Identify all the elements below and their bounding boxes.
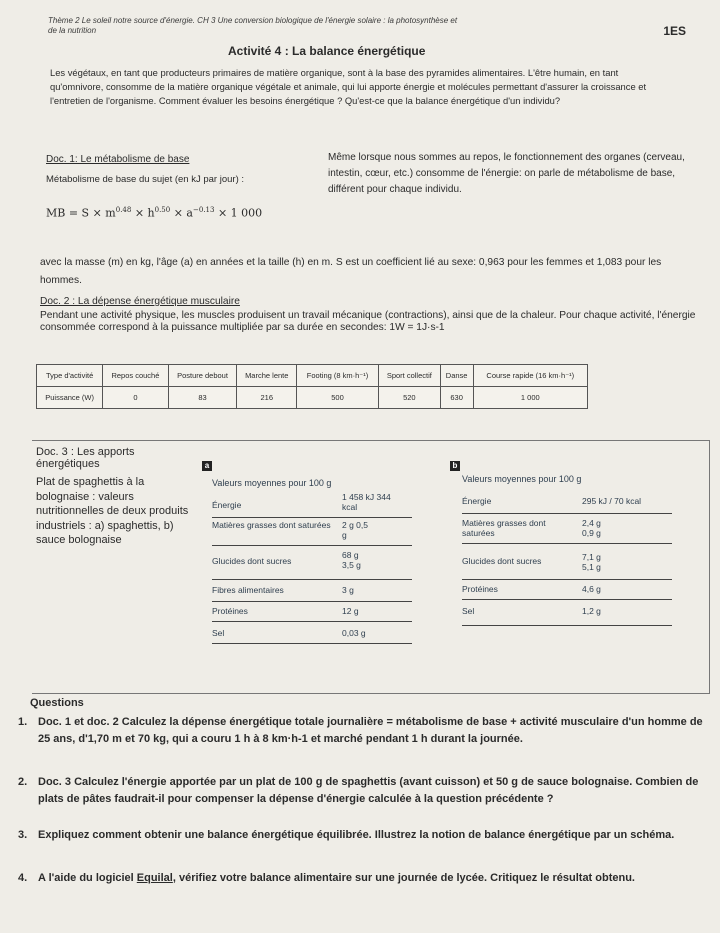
question-1 — [18, 714, 708, 748]
nutrition-row — [212, 602, 412, 622]
nutrition-key: Matières grasses dont saturées — [462, 518, 546, 538]
nutrition-table-bolognaise — [462, 474, 672, 634]
equilal-link[interactable]: Equilal — [136, 872, 173, 884]
nutrition-value: 2 g 0,5 g — [342, 520, 368, 540]
question-4 — [18, 870, 708, 887]
activity-title: Activité 4 : La balance énergétique — [228, 44, 426, 58]
nutrition-key: Sel — [212, 628, 225, 638]
nutrition-row — [462, 514, 672, 544]
question-text-pre: A l'aide du logiciel — [38, 872, 137, 884]
question-text: Expliquez comment obtenir une balance énergétique équilibrée. Illustrez la notion de balance énergétique par un schéma. — [38, 829, 675, 841]
table-row-powers — [37, 387, 588, 409]
table-cell: 0 — [103, 387, 168, 409]
nutrition-row — [212, 580, 412, 602]
nutrition-header: Valeurs moyennes pour 100 g — [212, 478, 332, 488]
grade-label: 1ES — [663, 24, 686, 38]
table-header-activity: Type d'activité — [37, 365, 103, 387]
nutrition-header: Valeurs moyennes pour 100 g — [462, 474, 582, 484]
table-cell: Footing (8 km·h⁻¹) — [297, 365, 379, 387]
nutrition-value: 295 kJ / 70 kcal — [582, 496, 642, 506]
nutrition-row — [212, 518, 412, 546]
nutrition-key: Glucides dont sucres — [462, 556, 542, 566]
activity-power-table — [36, 364, 588, 409]
formula-exp-a: −0.13 — [193, 206, 215, 214]
table-cell: 83 — [168, 387, 237, 409]
table-cell: 500 — [297, 387, 379, 409]
nutrition-row — [462, 544, 672, 580]
question-2 — [18, 774, 708, 808]
question-text: Doc. 1 et doc. 2 Calculez la dépense énergétique totale journalière = métabolisme de base + activité musculaire d'un homme de 25 ans, d'1,70 m et 70 kg, qui a couru 1 h à 8 km·h-1 et marché pendant 1 h durant la journée. — [38, 716, 703, 745]
table-header-power: Puissance (W) — [37, 387, 103, 409]
nutrition-row — [212, 492, 412, 518]
theme-line-1: Thème 2 Le soleil notre source d'énergie. CH 3 Une conversion biologique de l'énergie solaire : la photosynthèse et — [48, 16, 458, 25]
label-a: a — [202, 461, 212, 471]
question-number: 4. — [18, 872, 28, 884]
doc3-title: Doc. 3 : Les apports énergétiques — [36, 446, 135, 470]
table-cell: 216 — [237, 387, 297, 409]
doc1-title: Doc. 1: Le métabolisme de base — [46, 154, 190, 165]
table-cell: Sport collectif — [379, 365, 441, 387]
doc1-explanation: Même lorsque nous sommes au repos, le fonctionnement des organes (cerveau, intestin, cœur, etc.) consomme de l'énergie: on parle de métabolisme de base, différent pour chaque individu. — [328, 152, 685, 195]
formula-exp-h: 0.50 — [154, 206, 171, 214]
question-3 — [18, 827, 708, 844]
table-cell: Danse — [440, 365, 473, 387]
nutrition-row — [212, 546, 412, 580]
questions-title: Questions — [30, 697, 84, 709]
nutrition-row — [212, 622, 412, 644]
nutrition-value: 12 g — [342, 606, 359, 616]
nutrition-value: 1 458 kJ 344 kcal — [342, 492, 391, 512]
nutrition-value: 3 g — [342, 585, 354, 595]
doc2-title — [40, 296, 240, 307]
formula-part-h: × h — [131, 206, 155, 220]
metabolism-formula — [46, 206, 262, 220]
theme-line-2: de la nutrition — [48, 26, 97, 35]
nutrition-value: 0,03 g — [342, 628, 366, 638]
table-cell: Posture debout — [168, 365, 237, 387]
nutrition-key: Matières grasses dont saturées — [212, 520, 331, 530]
formula-part-a: × a — [170, 206, 193, 220]
theme-header — [48, 16, 708, 36]
nutrition-value: 68 g 3,5 g — [342, 550, 361, 570]
table-cell: 630 — [440, 387, 473, 409]
nutrition-row — [462, 580, 672, 600]
nutrition-value: 2,4 g 0,9 g — [582, 518, 601, 538]
nutrition-row — [462, 600, 672, 626]
table-cell: 1 000 — [473, 387, 587, 409]
nutrition-table-spaghetti — [212, 478, 412, 668]
nutrition-key: Glucides dont sucres — [212, 556, 292, 566]
nutrition-key: Énergie — [462, 496, 492, 506]
table-cell: Repos couché — [103, 365, 168, 387]
table-row-activities — [37, 365, 588, 387]
doc3-description: Plat de spaghettis à la bolognaise : valeurs nutritionnelles de deux produits industriels : a) spaghettis, b) sauce bolognaise — [36, 476, 189, 546]
nutrition-value: 7,1 g 5,1 g — [582, 552, 601, 572]
table-cell: Course rapide (16 km·h⁻¹) — [473, 365, 587, 387]
intro-paragraph: Les végétaux, en tant que producteurs primaires de matière organique, sont à la base des pyramides alimentaires. L'être humain, en tant qu'omnivore, consomme de la matière organique végétale et animale, qui lui apporte énergie et molécules permettant d'assurer la croissance et l'entretien de l'organisme. Comment évaluer les besoins énergétique ? Qu'est-ce que la balance énergétique d'un individu? — [50, 67, 647, 106]
doc1-formula-label: Métabolisme de base du sujet (en kJ par jour) : — [46, 174, 245, 185]
nutrition-key: Fibres alimentaires — [212, 585, 284, 595]
doc2-paragraph: Pendant une activité physique, les muscles produisent un travail mécanique (contractions), ainsi que de la chaleur. Pour chaque activité, l'énergie consommée correspond à la puissance multipliée par sa durée en secondes: 1W = 1J·s-1 — [40, 310, 696, 333]
question-text: Doc. 3 Calculez l'énergie apportée par un plat de 100 g de spaghettis (avant cuisson) et 50 g de sauce bolognaise. Combien de plats de pâtes faudrait-il pour compenser la dépense d'énergie calculée à la question précédente ? — [38, 776, 699, 805]
question-number: 1. — [18, 716, 28, 728]
formula-part-m: MB = S × m — [46, 206, 116, 220]
nutrition-key: Sel — [462, 606, 475, 616]
label-b: b — [450, 461, 460, 471]
table-cell: 520 — [379, 387, 441, 409]
nutrition-key: Énergie — [212, 500, 242, 510]
question-number: 3. — [18, 829, 28, 841]
table-cell: Marche lente — [237, 365, 297, 387]
nutrition-key: Protéines — [462, 584, 498, 594]
formula-part-end: × 1 000 — [214, 206, 263, 220]
nutrition-key: Protéines — [212, 606, 248, 616]
nutrition-value: 1,2 g — [582, 606, 601, 616]
doc2-title-text: Doc. 2 : La dépense énergétique musculaire — [40, 296, 240, 307]
nutrition-row — [462, 490, 672, 514]
doc1-variables-text: avec la masse (m) en kg, l'âge (a) en années et la taille (h) en m. S est un coefficient lié au sexe: 0,963 pour les femmes et 1,083 pour les hommes. — [40, 257, 662, 286]
formula-exp-m: 0.48 — [115, 206, 132, 214]
nutrition-value: 4,6 g — [582, 584, 601, 594]
question-text-post: , vérifiez votre balance alimentaire sur une journée de lycée. Critiquez le résultat obtenu. — [172, 872, 635, 884]
question-number: 2. — [18, 776, 28, 788]
